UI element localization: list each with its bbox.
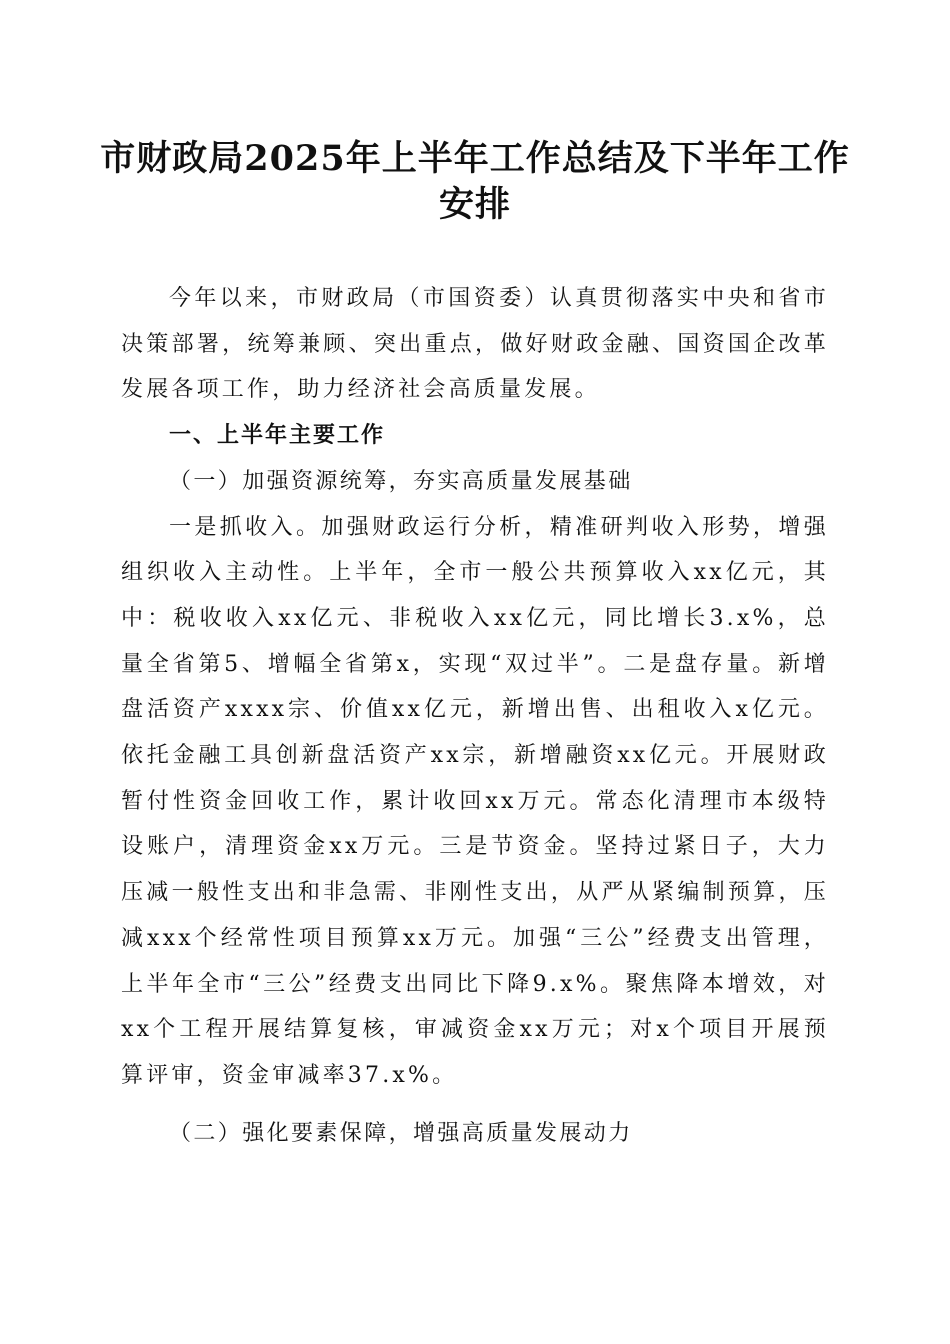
intro-paragraph: 今年以来，市财政局（市国资委）认真贯彻落实中央和省市决策部署，统筹兼顾、突出重点，做好财政金融、国资国企改革发展各项工作，助力经济社会高质量发展。	[121, 286, 829, 403]
subsection-heading-2: （二）强化要素保障，增强高质量发展动力	[169, 1120, 633, 1146]
subsection-heading-1: （一）加强资源统筹，夯实高质量发展基础	[169, 468, 633, 494]
document-title: 市财政局2025年上半年工作总结及下半年工作安排	[100, 138, 850, 225]
section-heading-1: 一、上半年主要工作	[169, 423, 386, 449]
document-body	[121, 276, 829, 1156]
subsection-1-paragraph: 一是抓收入。加强财政运行分析，精准研判收入形势，增强组织收入主动性。上半年，全市一般公共预算收入xx亿元，其中：税收收入xx亿元、非税收入xx亿元，同比增长3.x%，总量全省第5、增幅全省第x，实现“双过半”。二是盘存量。新增盘活资产xxxx宗、价值xx亿元，新增出售、出租收入x亿元。依托金融工具创新盘活资产xx宗，新增融资xx亿元。开展财政暂付性资金回收工作，累计收回xx万元。常态化清理市本级特设账户，清理资金xx万元。三是节资金。坚持过紧日子，大力压减一般性支出和非急需、非刚性支出，从严从紧编制预算，压减xxx个经常性项目预算xx万元。加强“三公”经费支出管理，上半年全市“三公”经费支出同比下降9.x%。聚焦降本增效，对xx个工程开展结算复核，审减资金xx万元；对x个项目开展预算评审，资金审减率37.x%。	[121, 514, 829, 1088]
